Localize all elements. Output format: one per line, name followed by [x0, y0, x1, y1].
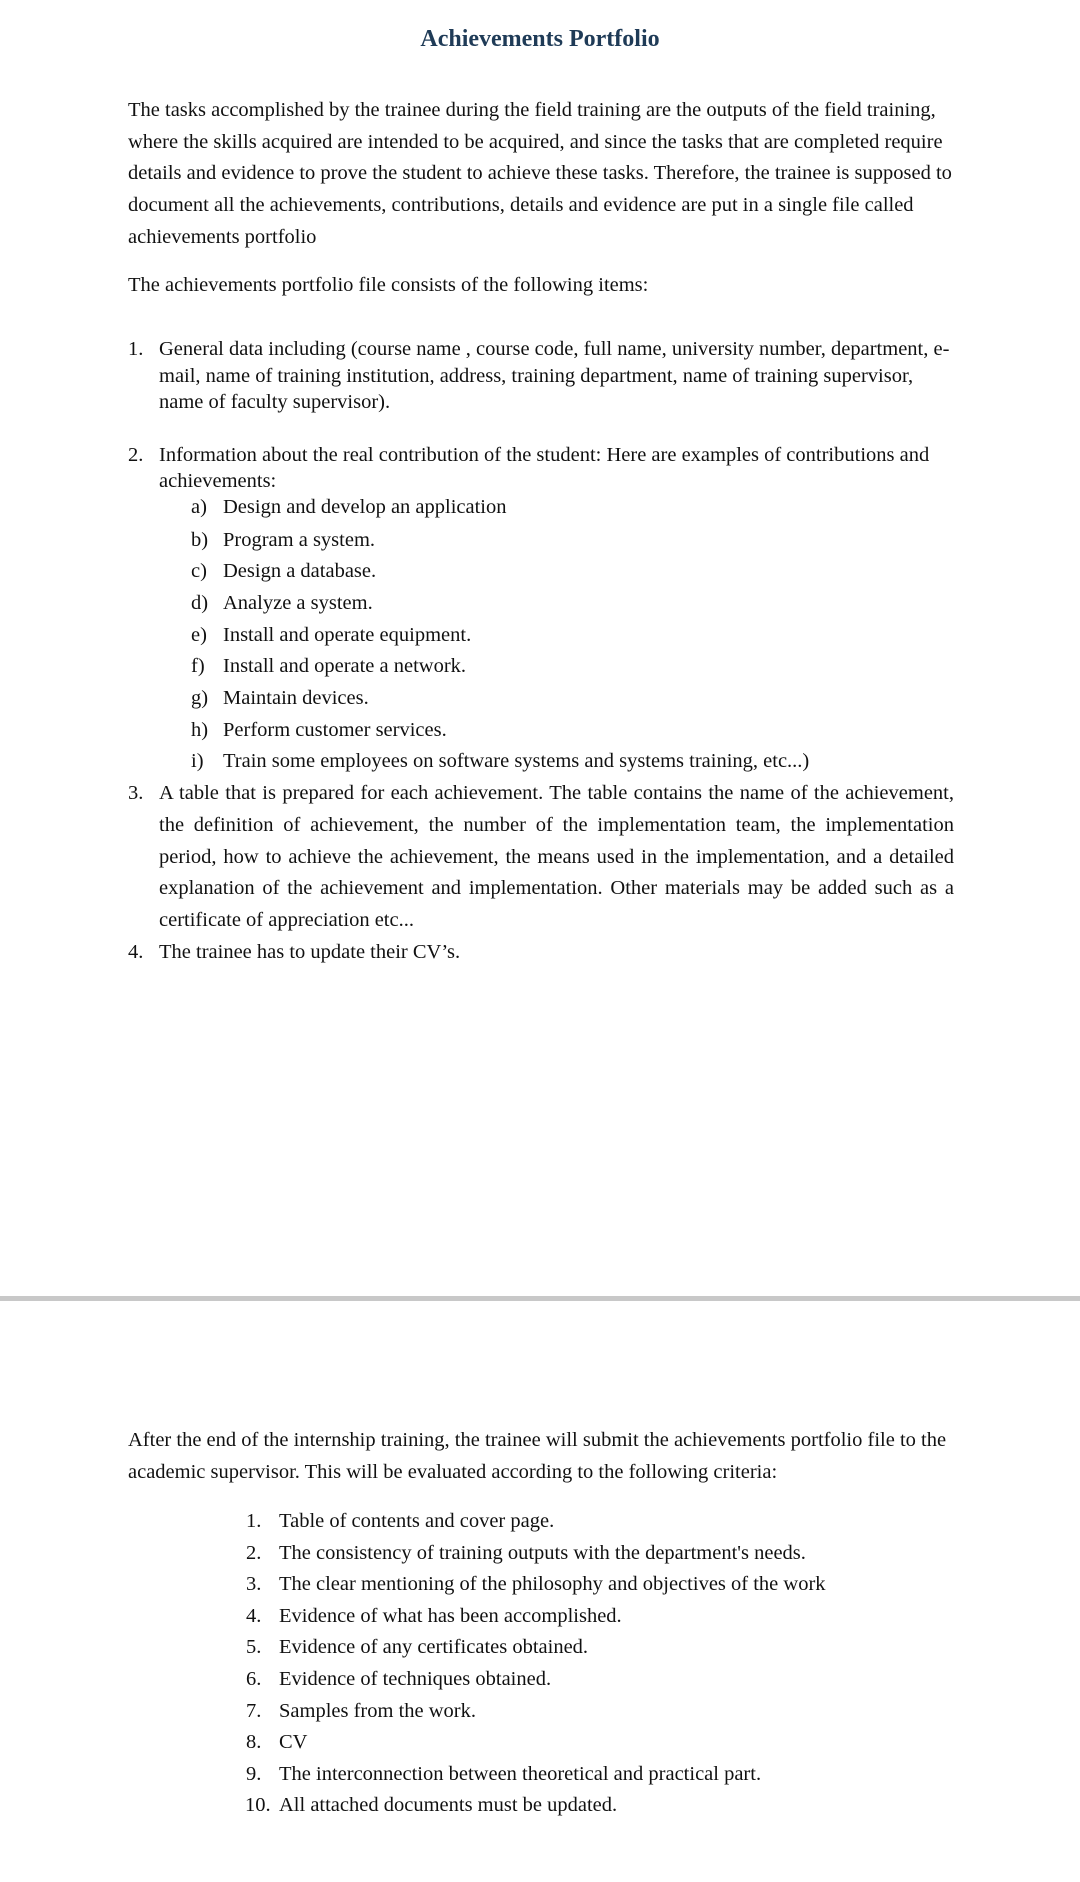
list-item-text: A table that is prepared for each achievement. The table contains the name of the achievement, the definition of achievement, the number of the implementation team, the implementation period, how to achieve the achievement, the means used in the implementation, and a detailed explanation of the achievement and implementation. Other materials may be added such as a certificate of appreciation etc...	[159, 782, 954, 931]
sub-list-item-letter: h)	[191, 718, 209, 741]
criteria-item-number: 7.	[246, 1699, 262, 1722]
criteria-item-text: Evidence of what has been accomplished.	[279, 1604, 622, 1627]
criteria-item-text: Table of contents and cover page.	[279, 1510, 555, 1532]
criteria-item-number: 9.	[246, 1762, 262, 1785]
sub-list-item	[191, 746, 986, 778]
sub-list-item-letter: f)	[191, 655, 205, 678]
list-item-number: 1.	[128, 338, 144, 360]
sub-list-item-letter: c)	[191, 560, 207, 583]
items-lead-paragraph: The achievements portfolio file consists of the following items:	[128, 274, 649, 296]
list-item-number: 3.	[128, 782, 144, 805]
list-item	[128, 937, 954, 969]
list-item	[128, 336, 954, 416]
criteria-item-text: The interconnection between theoretical and practical part.	[279, 1762, 762, 1785]
sub-list-item-letter: i)	[191, 750, 204, 773]
sub-list-item-text: Design a database.	[223, 560, 377, 583]
criteria-item	[246, 1727, 946, 1759]
intro-paragraph: The tasks accomplished by the trainee during the field training are the outputs of the field training, where the skills acquired are intended to be acquired, and since the tasks that are completed require details and evidence to prove the student to achieve these tasks. Therefore, the trainee is supposed to document all the achievements, contributions, details and evidence are put in a single file called achievements portfolio	[128, 99, 952, 248]
sub-list-item	[191, 620, 986, 652]
sub-list-item	[191, 651, 986, 683]
criteria-item	[246, 1696, 946, 1728]
criteria-item	[246, 1759, 946, 1791]
criteria-item-text: Evidence of any certificates obtained.	[279, 1636, 589, 1659]
sub-list-item	[191, 715, 986, 747]
sub-list-item-text: Maintain devices.	[223, 687, 369, 710]
sub-list-item-letter: b)	[191, 528, 209, 551]
criteria-item-number: 1.	[246, 1510, 262, 1532]
sub-list-item	[191, 588, 986, 620]
sub-list-item-letter: d)	[191, 591, 209, 614]
sub-list-item	[191, 525, 986, 557]
sub-list-item-letter: g)	[191, 687, 209, 710]
criteria-item-number: 2.	[246, 1541, 262, 1564]
criteria-item-number: 4.	[246, 1604, 262, 1627]
sub-list-item-letter: a)	[191, 495, 207, 518]
list-item-text: General data including (course name , course code, full name, university number, department, e-mail, name of training institution, address, training department, name of training supervisor, name of faculty supervisor).	[159, 338, 950, 413]
sub-list-item-text: Design and develop an application	[223, 495, 507, 518]
criteria-item-text: CV	[279, 1731, 308, 1754]
criteria-item-text: All attached documents must be updated.	[279, 1794, 618, 1817]
evaluation-criteria-list	[246, 1506, 946, 1822]
criteria-item-number: 5.	[246, 1636, 262, 1659]
sub-list-item-text: Program a system.	[223, 528, 376, 551]
criteria-item-number: 10.	[245, 1794, 271, 1817]
criteria-item-number: 6.	[246, 1667, 262, 1690]
criteria-item	[246, 1569, 946, 1601]
sub-list-item-text: Perform customer services.	[223, 718, 447, 741]
criteria-item	[246, 1538, 946, 1570]
list-item	[128, 442, 954, 779]
criteria-item	[246, 1790, 946, 1822]
page-title: Achievements Portfolio	[420, 26, 660, 52]
list-item-number: 2.	[128, 443, 144, 466]
criteria-item-number: 8.	[246, 1731, 262, 1754]
sub-list-item-letter: e)	[191, 623, 207, 646]
criteria-item	[246, 1601, 946, 1633]
list-item	[128, 778, 954, 937]
contribution-examples-list	[191, 494, 986, 779]
criteria-item	[246, 1632, 946, 1664]
portfolio-items-list	[128, 336, 954, 968]
document-page-2	[0, 1301, 1080, 1882]
list-item-number: 4.	[128, 940, 144, 963]
sub-list-item	[191, 494, 986, 520]
criteria-item-text: Evidence of techniques obtained.	[279, 1667, 552, 1690]
criteria-item	[246, 1506, 946, 1538]
criteria-item-text: The clear mentioning of the philosophy and objectives of the work	[279, 1573, 826, 1596]
criteria-item-text: Samples from the work.	[279, 1699, 476, 1722]
sub-list-item	[191, 556, 986, 588]
criteria-item-text: The consistency of training outputs with the department's needs.	[279, 1541, 806, 1564]
sub-list-item	[191, 683, 986, 715]
list-item-text: The trainee has to update their CV’s.	[159, 940, 461, 963]
sub-list-item-text: Install and operate a network.	[223, 655, 467, 678]
evaluation-intro-paragraph: After the end of the internship training, the trainee will submit the achievements portfolio file to the academic supervisor. This will be evaluated according to the following criteria:	[128, 1429, 947, 1483]
sub-list-item-text: Train some employees on software systems and systems training, etc...)	[223, 750, 810, 773]
criteria-item-number: 3.	[246, 1573, 262, 1596]
sub-list-item-text: Install and operate equipment.	[223, 623, 472, 646]
sub-list-item-text: Analyze a system.	[223, 591, 373, 614]
list-item-text: Information about the real contribution of the student: Here are examples of contributions and achievements:	[159, 443, 930, 492]
criteria-item	[246, 1664, 946, 1696]
